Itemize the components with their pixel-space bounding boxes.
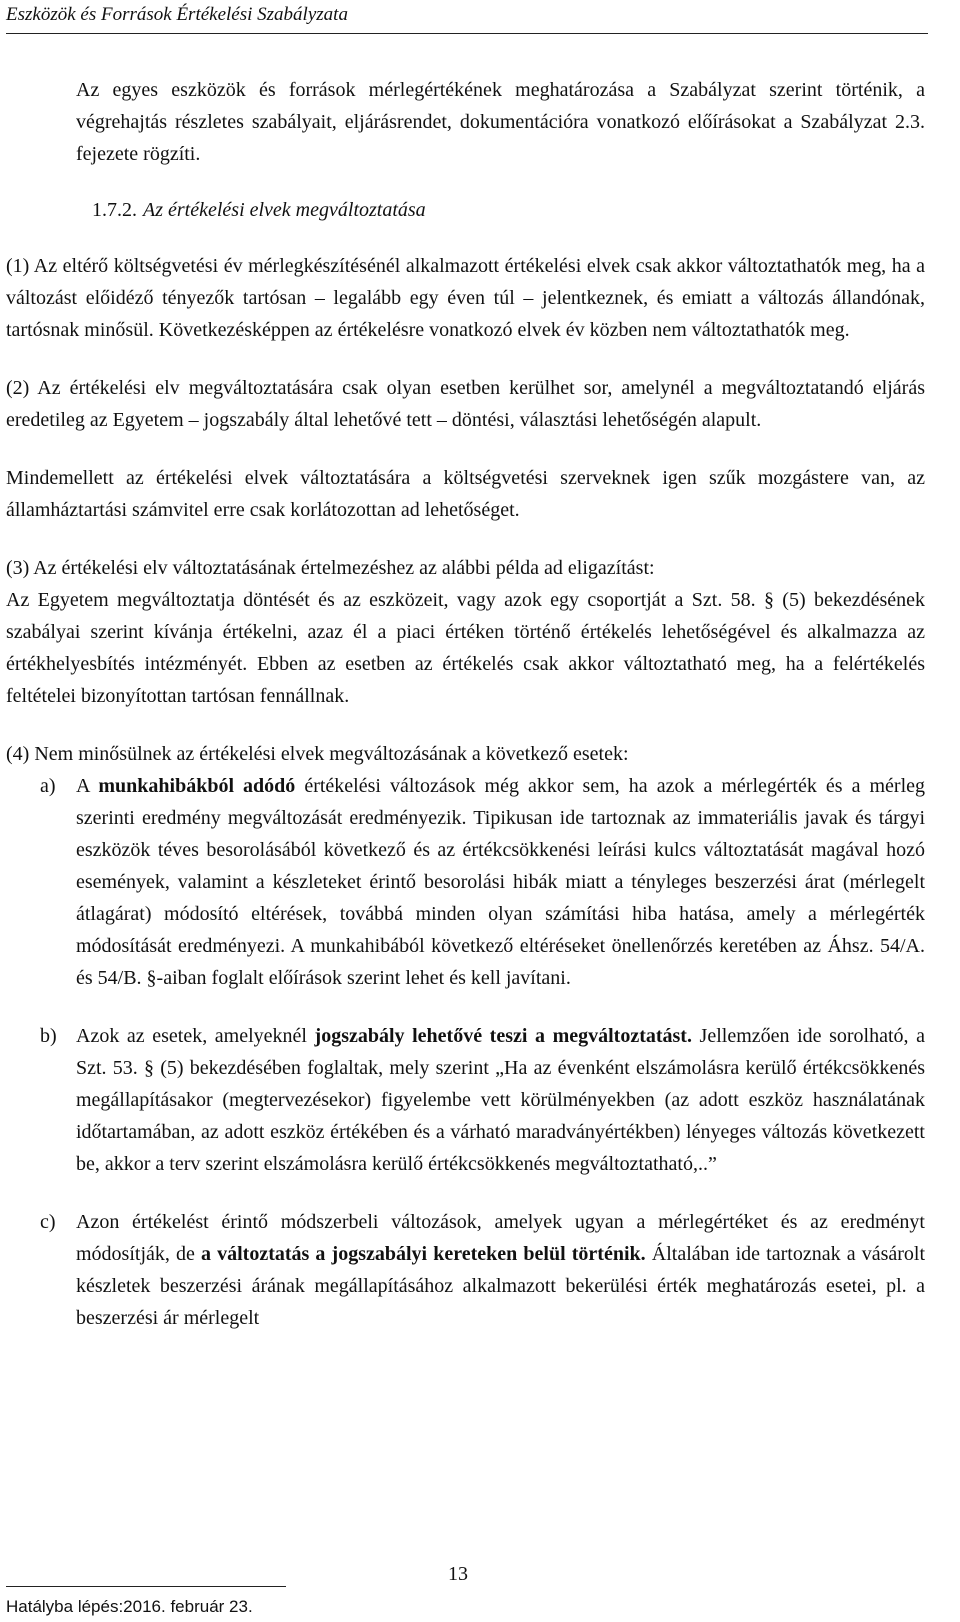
intro-paragraph: Az egyes eszközök és források mérlegértékének meghatározása a Szabályzat szerint történik, a végrehajtás részletes szabályait, eljárásrendet, dokumentációra vonatkozó előírásokat a Szabályzat 2.3. fejezete rögzíti. [76,79,925,165]
list-b-text-start: Azok az esetek, amelyeknél [76,1025,315,1047]
effective-date: Hatályba lépés:2016. február 23. [6,1597,253,1616]
paragraph-5: (4) Nem minősülnek az értékelési elvek megváltozásának a következő esetek: [6,743,629,765]
paragraph-4-example: Az Egyetem megváltoztatja döntését és az eszközeit, vagy azok egy csoportját a Szt. 58. § (5) bekezdésének szabályai szerint kívánja értékelni, azaz él a piaci értéken történő értékelés lehetőségével és alkalmazza az értékhelyesbítés intézményét. Ebben az esetben az értékelés csak akkor változtatható meg, ha a felértékelés feltételei bizonyítottan tartósan fennállnak. [6,589,925,707]
paragraph-2: (2) Az értékelési elv megváltoztatására csak olyan esetben kerülhet sor, amelynél a megváltoztatandó eljárás eredetileg az Egyetem – jogszabály által lehetővé tett – döntési, választási lehetőségén alapult. [6,377,925,431]
list-marker-b: b) [40,1025,57,1047]
document-header-title: Eszközök és Források Értékelési Szabályzata [6,4,348,25]
footer-divider [6,1586,286,1587]
list-item-a [6,770,925,994]
list-item-c [6,1206,925,1334]
list-c-bold: a változtatás a jogszabályi kereteken belül történik. [201,1243,646,1265]
list-a-text-end: értékelési változások még akkor sem, ha azok a mérlegérték és a mérleg szerinti eredmény megváltozását eredményezik. Tipikusan ide tartoznak az immateriális javak és tárgyi eszközök téves besorolásából következő és az értékcsökkenési leírási kulcs változtatását magával hozó események, valamint a készleteket érintő besorolási hibák miatt a tényleges beszerzési árat (mérlegelt átlagárat) módosító eltérések, továbbá minden olyan számítási hiba hatása, amely a mérlegérték módosítását eredményezi. A munkahibából következő eltéréseket önellenőrzés keretében az Áhsz. 54/A. és 54/B. §-aiban foglalt előírások szerint lehet és kell javítani. [76,775,926,989]
paragraph-4-lead: (3) Az értékelési elv változtatásának értelmezéshez az alábbi példa ad eligazítást: [6,557,655,579]
list-c-text-start: Azon értékelést érintő módszerbeli változások, amelyek ugyan a mérlegértéket és az eredményt módosítják, de [76,1211,925,1265]
list-a-bold: munkahibákból adódó [98,775,296,797]
paragraph-1: (1) Az eltérő költségvetési év mérlegkészítésénél alkalmazott értékelési elvek csak akkor változtathatók meg, ha a változást előidéző tényezők tartósan – legalább egy éven túl – jelentkeznek, és emiatt a változás állandónak, tartósnak minősül. Következésképpen az értékelésre vonatkozó elvek év közben nem változtathatók meg. [6,255,925,341]
list-marker-a: a) [40,775,56,797]
document-body [6,74,925,1334]
page-number: 13 [448,1563,468,1585]
list-marker-c: c) [40,1211,56,1233]
list-c-text-end: Általában ide tartoznak a vásárolt készletek beszerzési árának megállapításához alkalmazott bekerülési érték meghatározás esetei, pl. a beszerzési ár mérlegelt [76,1243,925,1329]
list-a-text-start: A [76,775,99,797]
header-divider [6,33,928,34]
list-b-bold: jogszabály lehetővé teszi a megváltoztatást. [314,1025,692,1047]
section-title: Az értékelési elvek megváltoztatása [143,199,426,221]
list-item-b [6,1020,925,1180]
section-heading [92,194,925,226]
section-number: 1.7.2. [92,199,137,221]
paragraph-3: Mindemellett az értékelési elvek változtatására a költségvetési szerveknek igen szűk mozgástere van, az államháztartási számvitel erre csak korlátozottan ad lehetőséget. [6,467,925,521]
list-b-text-end: Jellemzően ide sorolható, a Szt. 53. § (5) bekezdésében foglaltak, mely szerint „Ha az évenként elszámolásra kerülő értékcsökkenés megállapításakor (megtervezésekor) figyelembe vett körülményekben (az adott eszköz használatának időtartamában, az adott eszköz értékében és a várható maradványértékben) lényeges változás következett be, akkor a terv szerint elszámolásra kerülő értékcsökkenés megváltoztatható,..” [76,1025,925,1175]
